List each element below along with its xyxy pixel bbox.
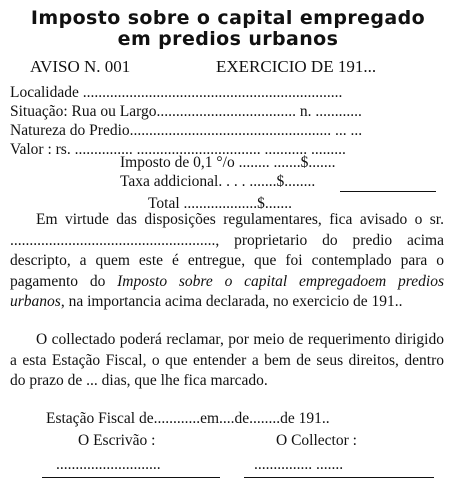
field-natureza: Natureza do Predio.................................................... ... ... (10, 122, 363, 139)
document-title-line-2: em predios urbanos (117, 28, 339, 50)
field-localidade: Localidade ................................................................... (10, 84, 343, 101)
aviso-number: AVISO N. 001 (30, 58, 131, 76)
escrivao-signature-rule (42, 477, 220, 478)
field-valor: Valor : rs. ............... ................................ ........... ......... (10, 141, 346, 158)
appeal-paragraph: O collectado poderá reclamar, por meio de requerimento dirigido a esta Estação Fiscal, o que entender a bem de seus direitos, dentro do prazo de ... dias, que lhe fica marcado. (10, 331, 444, 389)
escrivao-signature-dots: ........................... (56, 456, 161, 473)
exercicio-year: EXERCICIO DE 191... (216, 58, 377, 76)
tax-total-line: Total ...................$....... (148, 195, 293, 212)
estacao-date-line: Estação Fiscal de............em....de........de 191.. (46, 410, 330, 427)
tax-imposto-line: Imposto de 0,1 °/o ........ .......$....... (120, 154, 336, 171)
subtotal-underline (340, 191, 436, 192)
escrivao-label: O Escrivão : (78, 432, 156, 449)
collector-signature-dots: ............... ....... (254, 456, 344, 473)
notice-text-tail: , na importancia acima declarada, no exercicio de 191.. (60, 293, 403, 310)
collector-signature-rule (244, 477, 434, 478)
field-situacao: Situação: Rua ou Largo.................................... n. ............ (10, 103, 362, 120)
notice-paragraph (10, 210, 444, 313)
aviso-line (30, 58, 450, 76)
tax-addicional-line: Taxa addicional. . . . .......$........ (120, 173, 316, 190)
collector-label: O Collector : (276, 432, 357, 449)
notice-text-lead: Em virtude das disposições regulamentares, fica avisado o sr. ....................................................., proprietario do predio acima descripto, a quem este é entregue, que foi contemplado para o pagamento do (10, 211, 444, 290)
tax-name-italic: Imposto sobre o capital empregadoem predios urbanos (10, 272, 444, 310)
property-fields (10, 84, 446, 160)
document-title-line-1: Imposto sobre o capital empregado (30, 7, 426, 29)
